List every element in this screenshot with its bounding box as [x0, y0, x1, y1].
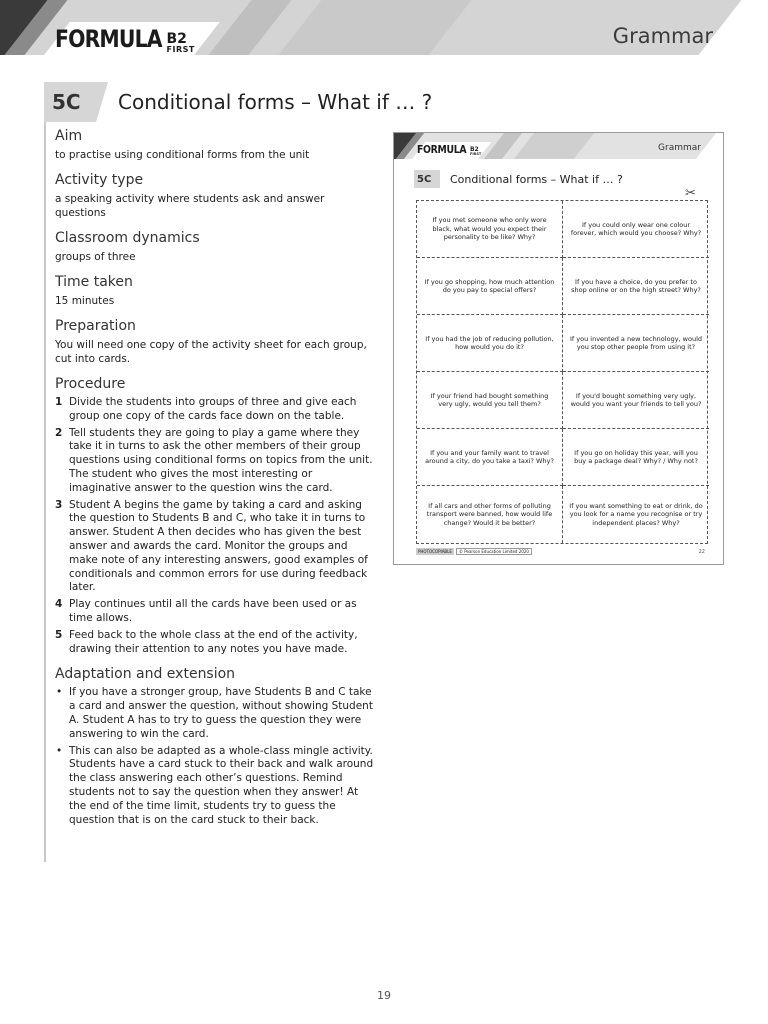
scissors-icon: ✂: [685, 186, 696, 201]
question-card: If you had the job of reducing pollution, how would you do it?: [417, 315, 563, 372]
logo-exam: FIRST: [166, 45, 195, 54]
procedure-heading: Procedure: [55, 376, 126, 392]
question-card: If you go on holiday this year, will you buy a package deal? Why? / Why not?: [563, 429, 709, 486]
page-number: 19: [377, 989, 391, 1002]
preparation-text: You will need one copy of the activity sheet for each group, cut into cards.: [55, 339, 367, 365]
adaptation-item: • If you have a stronger group, have Students B and C take a card and answer the question, without showing Student A. Student A has to try to guess the question they were answering to win the card.: [56, 686, 373, 740]
procedure-step: 1 Divide the students into groups of three and give each group one copy of the cards face down on the table.: [55, 396, 357, 422]
thumbnail-title: Conditional forms – What if … ?: [450, 172, 623, 186]
adaptation-list: [55, 686, 374, 827]
procedure-step: 2 Tell students they are going to play a game where they take it in turns to ask the other members of their group questions using conditional forms on topics from the unit. The student who gives the most interesting or imaginative answer to the question wins the card.: [55, 426, 373, 494]
question-card: If you have a choice, do you prefer to shop online or on the high street? Why?: [563, 258, 709, 315]
logo-level: B2: [166, 31, 187, 47]
thumbnail-page-number: 22: [698, 549, 705, 555]
question-card: If you go shopping, how much attention do you pay to special offers?: [417, 258, 563, 315]
procedure-step: 5 Feed back to the whole class at the end of the activity, drawing their attention to any notes you have made.: [55, 628, 358, 655]
aim-heading: Aim: [55, 128, 83, 144]
adaptation-item: • This can also be adapted as a whole-class mingle activity. Students have a card stuck to their back and walk around the class answering each other’s questions. Remind students not to say the question when they answer! At the end of the time limit, students try to guess the question that is on the card stuck to their back.: [56, 744, 374, 826]
question-card: If all cars and other forms of polluting transport were banned, how would life change? Would it be better?: [417, 486, 563, 543]
question-card: If you'd bought something very ugly, would you want your friends to tell you?: [563, 372, 709, 429]
question-card: If you could only wear one colour forever, which would you choose? Why?: [563, 201, 709, 258]
logo-word: FORMULA: [55, 25, 162, 53]
teacher-notes: [44, 122, 374, 862]
adaptation-heading: Adaptation and extension: [55, 666, 236, 683]
thumbnail-title-row: [414, 170, 623, 188]
photocopiable-label: PHOTOCOPIABLE: [418, 549, 452, 554]
dynamics-heading: Classroom dynamics: [55, 230, 200, 246]
thumbnail-footer: [416, 548, 532, 555]
formula-logo: [55, 24, 195, 54]
time-text: 15 minutes: [55, 295, 115, 307]
question-card: If your friend had bought something very ugly, would you tell them?: [417, 372, 563, 429]
dynamics-text: groups of three: [55, 251, 136, 263]
card-grid: [416, 200, 708, 544]
question-card: If you invented a new technology, would you stop other people from using it?: [563, 315, 709, 372]
question-card: If you want something to eat or drink, do you look for a name you recognise or try independent places? Why?: [569, 501, 703, 527]
thumbnail-unit-tag: 5C: [414, 170, 440, 188]
activity-sheet-thumbnail: [393, 132, 724, 565]
question-card: If you and your family want to travel around a city, do you take a taxi? Why?: [417, 429, 563, 486]
unit-tag: 5C: [44, 82, 96, 122]
activity-type-text: a speaking activity where students ask and answer questions: [55, 193, 325, 219]
preparation-heading: Preparation: [55, 318, 136, 334]
section-label: Grammar: [612, 24, 713, 48]
aim-text: to practise using conditional forms from the unit: [55, 149, 310, 161]
copyright-text: © Pearson Education Limited 2020: [456, 548, 532, 555]
question-card: If you met someone who only wore black, what would you expect their personality to be like? Why?: [417, 201, 563, 258]
title-row: [44, 82, 432, 122]
procedure-list: [55, 396, 374, 656]
activity-type-heading: Activity type: [55, 172, 144, 188]
time-heading: Time taken: [55, 274, 133, 290]
procedure-step: 3 Student A begins the game by taking a card and asking the question to Students B and C, who take it in turns to answer. Student A then decides who has given the best answer and awards the card. Monitor the groups and make note of any interesting answers, good examples of conditionals and common errors for use during feedback later.: [55, 498, 368, 594]
page-title: Conditional forms – What if … ?: [118, 90, 433, 114]
thumbnail-section-label: Grammar: [658, 143, 701, 153]
procedure-step: 4 Play continues until all the cards have been used or as time allows.: [55, 598, 357, 624]
thumbnail-logo: FORMULA B2 FIRST: [417, 143, 482, 156]
